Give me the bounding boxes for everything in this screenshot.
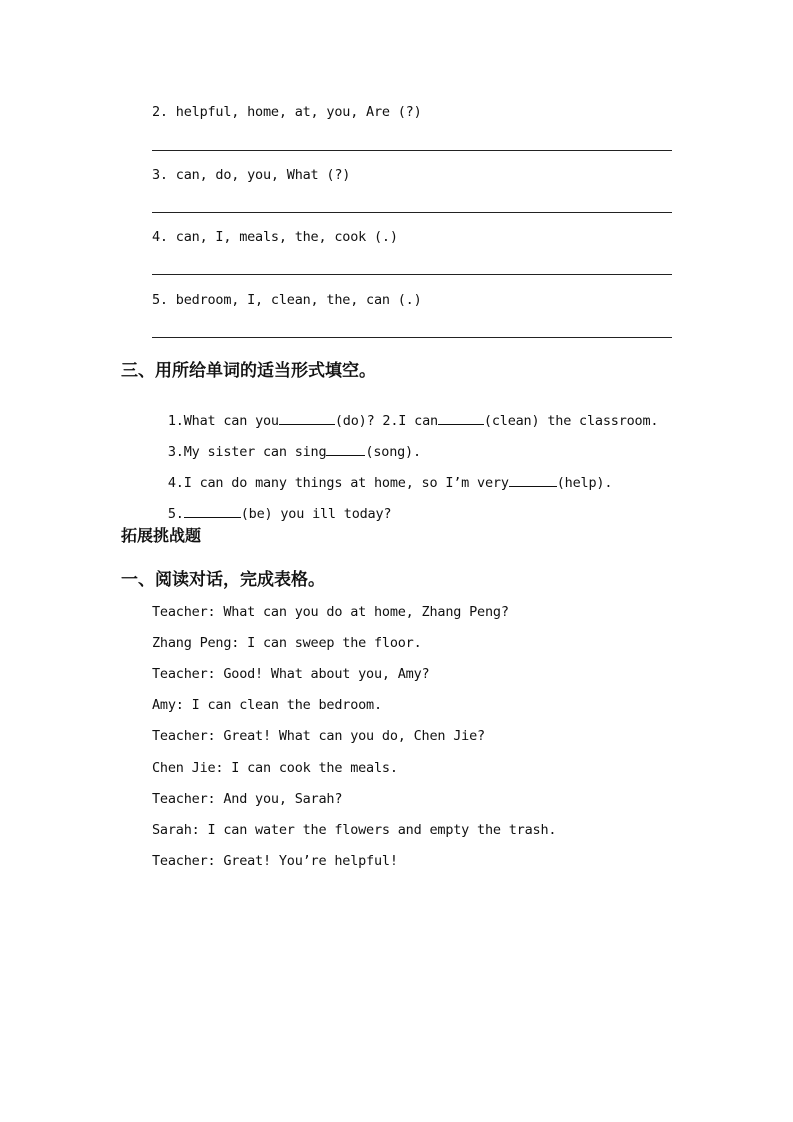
dialogue-line-2: Zhang Peng: I can sweep the floor.	[152, 635, 422, 651]
answer-line-2	[152, 150, 672, 151]
dialogue-line-6: Chen Jie: I can cook the meals.	[152, 760, 398, 776]
blank-3[interactable]	[326, 443, 365, 456]
fill-3-text-b: (song).	[365, 444, 421, 460]
reorder-item-2: 2. helpful, home, at, you, Are (?)	[152, 104, 422, 120]
fill-4-text-a: 4.I can do many things at home, so I’m very	[167, 475, 509, 491]
dialogue-line-1: Teacher: What can you do at home, Zhang Peng?	[152, 604, 509, 620]
dialogue-line-3: Teacher: Good! What about you, Amy?	[152, 666, 430, 682]
answer-line-3	[152, 212, 672, 213]
fill-4-text-b: (help).	[556, 475, 613, 491]
reorder-item-3: 3. can, do, you, What (?)	[152, 167, 351, 183]
reorder-item-5: 5. bedroom, I, clean, the, can (.)	[152, 292, 422, 308]
blank-5[interactable]	[184, 505, 241, 518]
fill-line-3	[152, 427, 421, 460]
fill-5-text-a: 5.	[167, 506, 184, 522]
dialogue-line-7: Teacher: And you, Sarah?	[152, 791, 343, 807]
blank-4[interactable]	[509, 474, 557, 487]
reading-heading: 一、阅读对话，完成表格。	[121, 570, 325, 590]
answer-line-4	[152, 274, 672, 275]
fill-1-text-c: (clean) the classroom.	[483, 413, 659, 429]
reorder-item-4: 4. can, I, meals, the, cook (.)	[152, 229, 398, 245]
fill-1-text-b: (do)? 2.I can	[334, 413, 438, 429]
dialogue-line-5: Teacher: Great! What can you do, Chen Jie?	[152, 728, 485, 744]
dialogue-line-9: Teacher: Great! You’re helpful!	[152, 853, 398, 869]
section-3-heading: 三、用所给单词的适当形式填空。	[121, 361, 376, 381]
fill-line-4	[152, 458, 612, 491]
fill-line-5	[152, 489, 391, 522]
blank-2[interactable]	[438, 412, 484, 425]
fill-5-text-b: (be) you ill today?	[240, 506, 392, 522]
fill-1-text-a: 1.What can you	[167, 413, 279, 429]
dialogue-line-4: Amy: I can clean the bedroom.	[152, 697, 382, 713]
fill-3-text-a: 3.My sister can sing	[167, 444, 327, 460]
extension-heading: 拓展挑战题	[121, 526, 202, 545]
fill-line-1	[152, 396, 658, 429]
blank-1[interactable]	[279, 412, 335, 425]
dialogue-line-8: Sarah: I can water the flowers and empty the trash.	[152, 822, 557, 838]
answer-line-5	[152, 337, 672, 338]
